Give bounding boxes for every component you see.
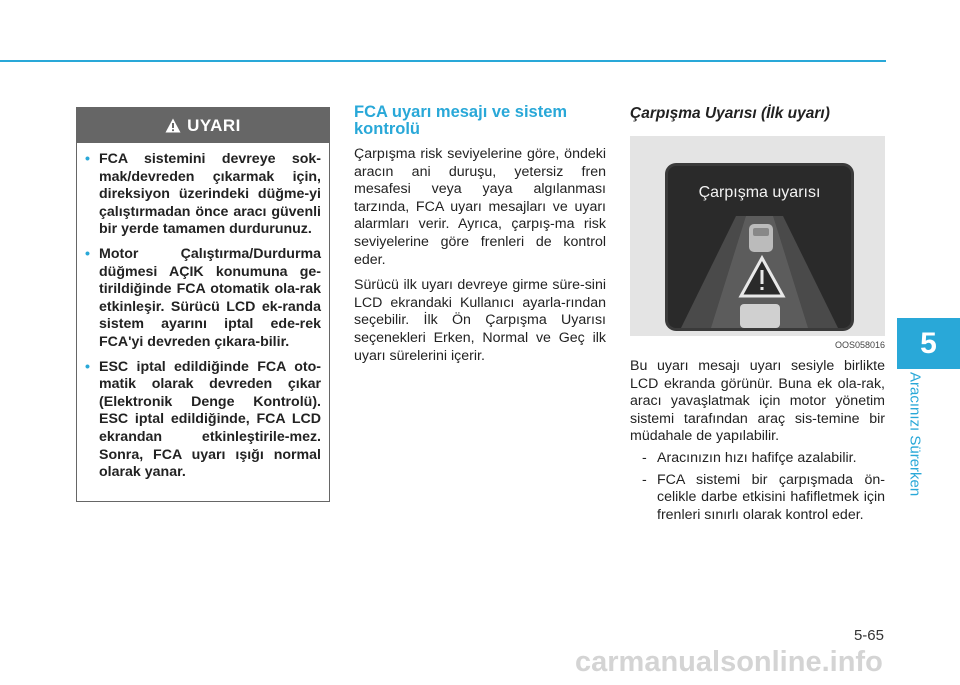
warning-list xyxy=(77,143,329,482)
right-column xyxy=(630,104,885,528)
warning-box xyxy=(76,107,330,502)
warning-item: • ESC iptal edildiğinde FCA oto-matik olarak devreden çıkar (Elektronik Denge Kontrolü). ESC iptal edildiğinde, FCA LCD ekrandan etkinleştirile-mez. Sonra, FCA uyarı ışığı normal olarak yanar. xyxy=(85,358,321,481)
effects-list xyxy=(630,450,885,524)
warning-item: • FCA sistemini devreye sok-mak/devreden çıkarmak için, direksiyon üzerindeki düğme-yi çalıştırmadan önce aracı güvenli bir yerde tamamen durdurunuz. xyxy=(85,151,321,238)
figure-code: OOS058016 xyxy=(834,340,885,350)
paragraph: Sürücü ilk uyarı devreye girme süre-sini LCD ekrandaki Kullanıcı ayarla-rından seçebilir. İlk Ön Çarpışma Uyarısı seçenekleri Erken, Normal ve Geç ilk uyarı sürelerini içerir. xyxy=(354,277,606,364)
chapter-label: Aracınızı Sürerken xyxy=(906,372,924,497)
list-item: - FCA sistemi bir çarpışmada ön-celikle darbe etkisini hafifletmek için frenleri sınırlı olarak kontrol eder. xyxy=(642,471,885,523)
dash-icon: - xyxy=(642,471,647,488)
middle-column xyxy=(354,104,606,373)
road-illustration-icon xyxy=(668,166,851,328)
paragraph: Bu uyarı mesajı uyarı sesiyle birlikte LCD ekranda görünür. Buna ek ola-rak, aracı yavaşlatmak için motor yönetim sistemi tarafından araç sis-temine bir müdahale de yapılabilir. xyxy=(630,358,885,445)
lcd-screen xyxy=(668,166,851,328)
paragraph: Çarpışma risk seviyelerine göre, öndeki aracın ani duruşu, yetersiz fren mesafesi veya yaya algılanması tarzında, FCA uyarı mesajları ve uyarı alarmları verir. Ayrıca, çarpış-ma risk seviyelerine göre frenleri de kontrol eder. xyxy=(354,146,606,268)
warning-header xyxy=(77,108,329,143)
list-item: - Aracınızın hızı hafifçe azalabilir. xyxy=(642,449,857,466)
bullet-icon: • xyxy=(85,358,90,375)
bullet-icon: • xyxy=(85,245,90,262)
page-number: 5-65 xyxy=(853,627,884,644)
warning-item: • Motor Çalıştırma/Durdurma düğmesi AÇIK konumuna ge-tirildiğinde FCA otomatik ola-rak etkinleşir. Sürücü LCD ek-randa sistem ayarını iptal ede-rek FCA'yi devreden çıkara-bilir. xyxy=(85,245,321,350)
screen-title: Çarpışma uyarısı xyxy=(698,184,821,201)
collision-warning-figure xyxy=(630,136,885,336)
watermark: carmanualsonline.info xyxy=(575,646,883,678)
chapter-tab: 5 xyxy=(897,318,960,369)
section-heading: FCA uyarı mesajı ve sistem kontrolü xyxy=(354,103,568,138)
sub-heading: Çarpışma Uyarısı (İlk uyarı) xyxy=(630,105,830,122)
dash-icon: - xyxy=(642,449,647,466)
bullet-icon: • xyxy=(85,151,90,167)
warning-title: UYARI xyxy=(187,115,241,135)
top-rule xyxy=(0,60,886,62)
warning-triangle-icon xyxy=(165,118,181,133)
